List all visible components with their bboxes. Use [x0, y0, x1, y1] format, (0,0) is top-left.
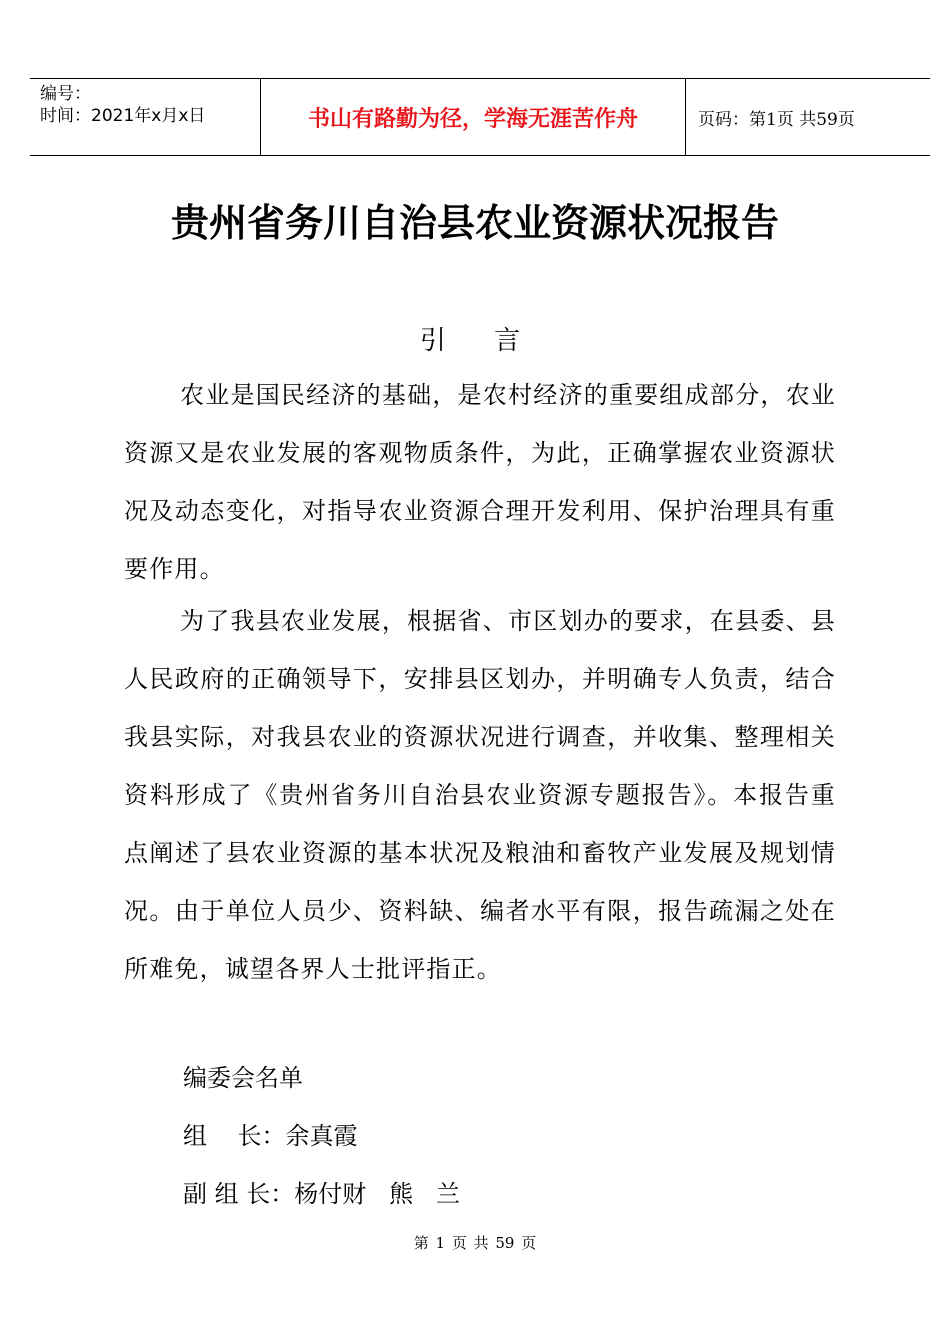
page-footer: 第 1 页 共 59 页 [413, 1234, 537, 1252]
committee-leader: 组 长：余真霞 [183, 1122, 358, 1150]
document-header [30, 78, 930, 156]
committee-deputy: 副 组 长：杨付财 熊 兰 [183, 1180, 461, 1208]
intro-paragraph-1: 农业是国民经济的基础，是农村经济的重要组成部分，农业资源又是农业发展的客观物质条件，为此，正确掌握农业资源状况及动态变化，对指导农业资源合理开发利用、保护治理具有重要作用。 [124, 381, 836, 583]
time-label: 时间：2021年x月x日 [40, 106, 206, 126]
header-motto: 书山有路勤为径，学海无涯苦作舟 [260, 79, 686, 155]
document-title: 贵州省务川自治县农业资源状况报告 [170, 200, 779, 245]
committee-heading: 编委会名单 [183, 1064, 303, 1092]
intro-paragraph-2: 为了我县农业发展，根据省、市区划办的要求，在县委、县人民政府的正确领导下，安排县区划办，并明确专人负责，结合我县实际，对我县农业的资源状况进行调查，并收集、整理相关资料形成了《贵州省务川自治县农业资源专题报告》。本报告重点阐述了县农业资源的基本状况及粮油和畜牧产业发展及规划情况。由于单位人员少、资料缺、编者水平有限，报告疏漏之处在所难免，诚望各界人士批评指正。 [124, 607, 836, 983]
header-meta [30, 79, 260, 155]
section-heading: 引 言 [419, 326, 541, 356]
header-page-label: 页码：第1页 共59页 [698, 109, 855, 130]
number-label: 编号： [40, 84, 91, 104]
